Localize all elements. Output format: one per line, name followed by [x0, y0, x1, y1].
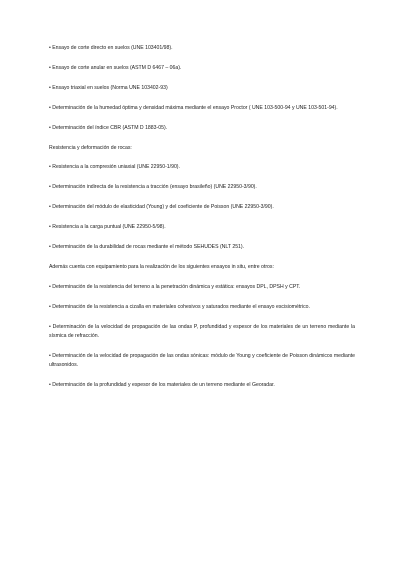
list-item: • Resistencia a la carga puntual (UNE 22950-5/98).	[49, 224, 166, 231]
list-item: • Determinación de la humedad óptima y densidad máxima mediante el ensayo Proctor ( UNE 103-500-94 y UNE 103-501-94).	[49, 104, 338, 111]
list-item: • Determinación de la velocidad de propagación de las ondas P, profundidad y espesor de los materiales de un terreno mediante la sísmica de refracción.	[49, 323, 355, 340]
document-page	[49, 44, 355, 401]
list-item: • Determinación indirecta de la resistencia a tracción (ensayo brasileño) (UNE 22950-3/90).	[49, 184, 257, 191]
list-item: • Ensayo de corte anular en suelos (ASTM D 6467 – 06a).	[49, 64, 182, 71]
list-item: • Determinación de la durabilidad de rocas mediante el método SEHUDES (NLT 251).	[49, 244, 245, 251]
list-item: • Ensayo triaxial en suelos (Norma UNE 103402-93)	[49, 84, 168, 91]
section-heading: Resistencia y deformación de rocas:	[49, 144, 132, 151]
list-item: • Ensayo de corte directo en suelos (UNE 103401/98).	[49, 45, 173, 51]
list-item: • Determinación del índice CBR (ASTM D 1883-05).	[49, 124, 168, 131]
list-item: • Determinación de la velocidad de propagación de las ondas sónicas: módulo de Young y coeficiente de Poisson dinámicos mediante ultrasonidos.	[49, 353, 355, 369]
list-item: • Determinación del módulo de elasticidad (Young) y del coeficiente de Poisson (UNE 22950-3/90).	[49, 204, 274, 211]
list-item: • Determinación de la resistencia del terreno a la penetración dinámica y estática: ensayos DPL, DPSH y CPT.	[49, 283, 301, 290]
section-intro: Además cuenta con equipamiento para la realización de los siguientes ensayos in situ, entre otros:	[49, 263, 274, 270]
list-item: • Resistencia a la compresión uniaxial (UNE 22950-1/90).	[49, 164, 180, 171]
list-item: • Determinación de la profundidad y espesor de los materiales de un terreno mediante el Georadar.	[49, 382, 275, 389]
list-item: • Determinación de la resistencia a cizalla en materiales cohesivos y saturados mediante el ensayo escisiométrico.	[49, 303, 310, 310]
